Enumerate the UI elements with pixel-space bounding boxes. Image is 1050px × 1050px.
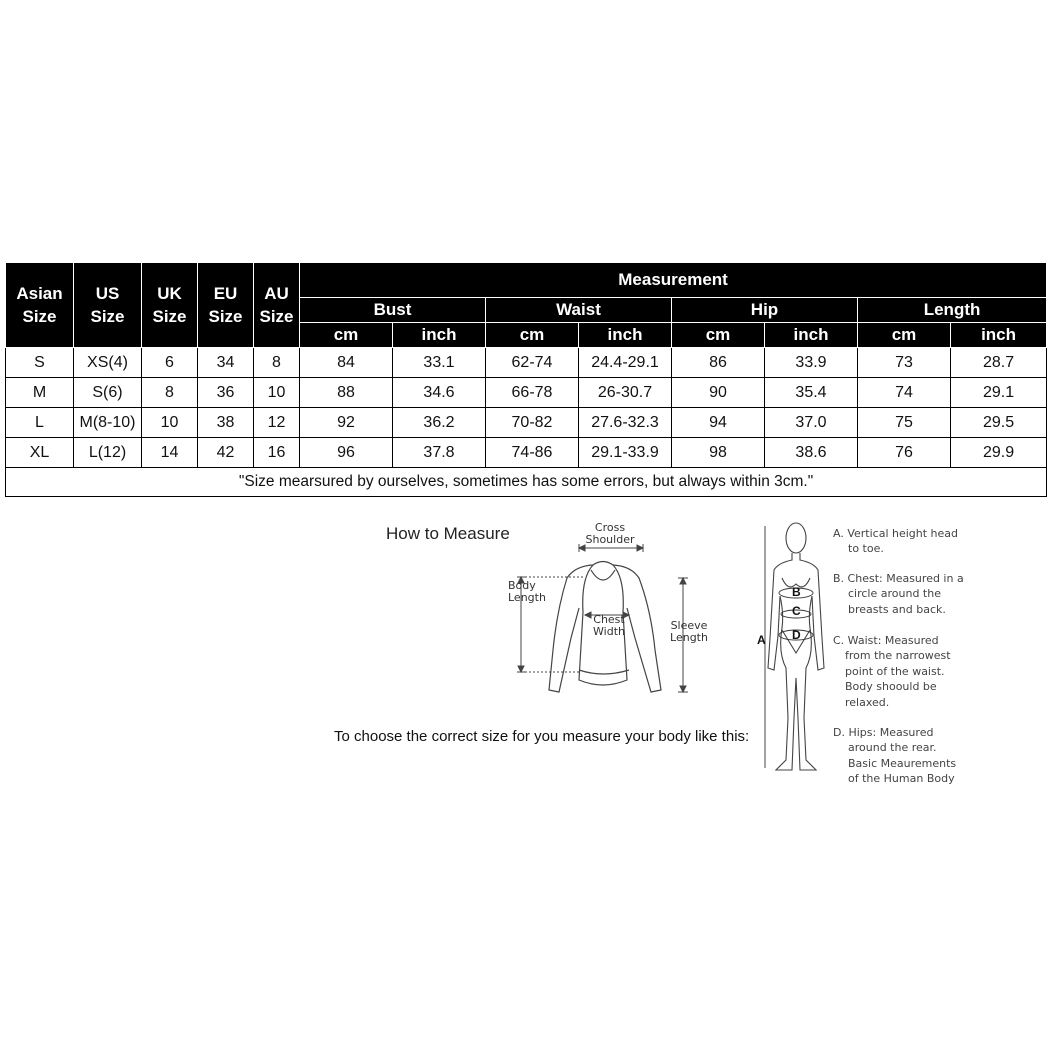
measure-instruction: To choose the correct size for you measure your body like this: — [334, 728, 750, 745]
table-cell: 62-74 — [486, 348, 579, 378]
unit-header: inch — [393, 323, 486, 348]
legend-item-c: C. Waist: Measured from the narrowest point of the waist. Body shoould be relaxed. — [833, 634, 951, 709]
table-cell: 36.2 — [393, 408, 486, 438]
unit-header: inch — [951, 323, 1047, 348]
header-au-size: AU Size — [254, 263, 300, 348]
table-cell: M — [6, 378, 74, 408]
table-cell: 35.4 — [765, 378, 858, 408]
header-waist: Waist — [486, 298, 672, 323]
note-row — [6, 468, 1047, 497]
table-cell: 16 — [254, 438, 300, 468]
table-cell: L — [6, 408, 74, 438]
table-cell: L(12) — [74, 438, 142, 468]
table-row — [6, 378, 1047, 408]
table-cell: 75 — [858, 408, 951, 438]
table-cell: 73 — [858, 348, 951, 378]
header-bust: Bust — [300, 298, 486, 323]
table-cell: 33.1 — [393, 348, 486, 378]
table-cell: 29.5 — [951, 408, 1047, 438]
header-measurement: Measurement — [300, 263, 1047, 298]
unit-header: inch — [765, 323, 858, 348]
table-cell: 10 — [254, 378, 300, 408]
table-row — [6, 408, 1047, 438]
unit-header: cm — [672, 323, 765, 348]
table-cell: 24.4-29.1 — [579, 348, 672, 378]
table-cell: 36 — [198, 378, 254, 408]
unit-header: cm — [300, 323, 393, 348]
header-length: Length — [858, 298, 1047, 323]
table-cell: 76 — [858, 438, 951, 468]
table-cell: 28.7 — [951, 348, 1047, 378]
header-us-size: US Size — [74, 263, 142, 348]
table-cell: 88 — [300, 378, 393, 408]
table-cell: S — [6, 348, 74, 378]
body-letter-d: D — [792, 628, 801, 642]
table-cell: 37.8 — [393, 438, 486, 468]
body-letter-b: B — [792, 585, 801, 599]
table-row — [6, 348, 1047, 378]
table-cell: 98 — [672, 438, 765, 468]
table-cell: 12 — [254, 408, 300, 438]
chest-width-label: Chest Width — [593, 613, 625, 638]
table-cell: 38.6 — [765, 438, 858, 468]
table-cell: 66-78 — [486, 378, 579, 408]
table-cell: 37.0 — [765, 408, 858, 438]
table-cell: 90 — [672, 378, 765, 408]
table-cell: 29.1 — [951, 378, 1047, 408]
sleeve-length-label: Sleeve Length — [670, 619, 708, 644]
size-chart-table — [5, 262, 1047, 497]
header-eu-size: EU Size — [198, 263, 254, 348]
table-cell: S(6) — [74, 378, 142, 408]
table-cell: 29.1-33.9 — [579, 438, 672, 468]
table-cell: 34.6 — [393, 378, 486, 408]
table-cell: 86 — [672, 348, 765, 378]
measurement-note: "Size mearsured by ourselves, sometimes has some errors, but always within 3cm." — [6, 468, 1047, 497]
body-length-label: Body Length — [508, 579, 546, 604]
body-measure-lines — [765, 526, 813, 768]
table-cell: 92 — [300, 408, 393, 438]
cross-shoulder-label: Cross Shoulder — [585, 521, 635, 546]
table-cell: 8 — [254, 348, 300, 378]
table-cell: 94 — [672, 408, 765, 438]
table-cell: M(8-10) — [74, 408, 142, 438]
body-letter-a: A — [757, 633, 766, 647]
how-to-measure-title: How to Measure — [386, 524, 510, 543]
table-cell: 84 — [300, 348, 393, 378]
legend-item-d: D. Hips: Measured around the rear. Basic Meaurements of the Human Body — [833, 726, 957, 786]
table-cell: 27.6-32.3 — [579, 408, 672, 438]
table-cell: 74-86 — [486, 438, 579, 468]
header-asian-size: Asian Size — [6, 263, 74, 348]
header-uk-size: UK Size — [142, 263, 198, 348]
unit-header: cm — [858, 323, 951, 348]
table-cell: 10 — [142, 408, 198, 438]
table-row — [6, 438, 1047, 468]
table-cell: 70-82 — [486, 408, 579, 438]
table-cell: 29.9 — [951, 438, 1047, 468]
legend-item-b: B. Chest: Measured in a circle around the breasts and back. — [833, 572, 964, 616]
table-cell: 14 — [142, 438, 198, 468]
table-cell: XS(4) — [74, 348, 142, 378]
table-cell: 26-30.7 — [579, 378, 672, 408]
size-table-body — [6, 348, 1047, 497]
unit-header: inch — [579, 323, 672, 348]
table-cell: 38 — [198, 408, 254, 438]
body-letter-c: C — [792, 604, 801, 618]
table-cell: 8 — [142, 378, 198, 408]
human-body-icon — [768, 523, 824, 770]
body-figure-diagram — [762, 518, 832, 778]
table-cell: 96 — [300, 438, 393, 468]
unit-header: cm — [486, 323, 579, 348]
header-hip: Hip — [672, 298, 858, 323]
table-cell: 33.9 — [765, 348, 858, 378]
table-cell: 74 — [858, 378, 951, 408]
table-cell: 6 — [142, 348, 198, 378]
table-cell: 42 — [198, 438, 254, 468]
table-cell: 34 — [198, 348, 254, 378]
table-cell: XL — [6, 438, 74, 468]
legend-item-a: A. Vertical height head to toe. — [833, 527, 959, 556]
